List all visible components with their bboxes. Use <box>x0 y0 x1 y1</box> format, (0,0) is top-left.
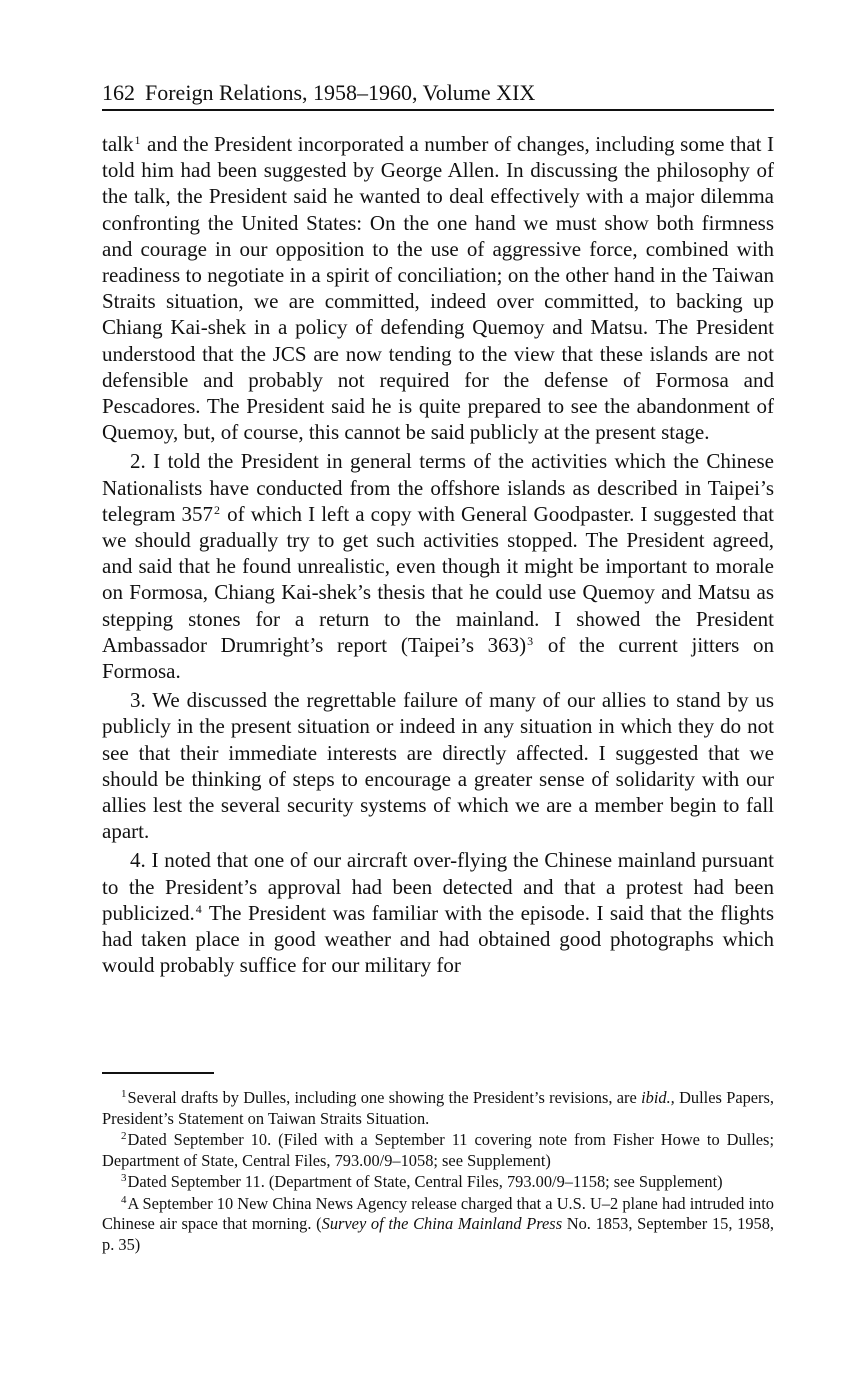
running-header <box>102 78 774 111</box>
footnote-3-text: Dated September 11. (Department of State, Central Files, 793.00/9–1158; see Supplement) <box>127 1172 723 1191</box>
footnote-ref-4: 4 <box>195 901 202 916</box>
paragraph-4-text-a: 4. I noted that one of our aircraft over-flying the Chinese mainland pursuant to the President’s approval had been detected and that a protest had been publicized. <box>102 848 774 925</box>
page-number: 162 <box>102 80 135 105</box>
paragraph-4-text-b: The President was familiar with the episode. I said that the flights had taken place in good weather and had obtained good photographs which would probably suffice for our military for <box>102 900 774 978</box>
footnote-4 <box>102 1194 774 1256</box>
paragraph-2-text-a: 2. I told the President in general terms of the activities which the Chinese Nationalists have conducted from the offshore islands as described in Taipei’s telegram 357 <box>102 449 774 526</box>
footnote-1 <box>102 1088 774 1129</box>
footnote-1-text-a: Several drafts by Dulles, including one showing the President’s revisions, are <box>127 1088 642 1107</box>
footnote-1-italic: ibid., <box>641 1088 675 1107</box>
footnote-3 <box>102 1172 774 1193</box>
footnote-ref-1: 1 <box>134 133 141 147</box>
paragraph-3 <box>102 687 774 844</box>
footnote-4-italic: Survey of the China Mainland Press <box>321 1214 563 1233</box>
footnote-4-text-a: A September 10 New China News Agency release charged that a U.S. U–2 plane had intruded into Chinese air space that morning. ( <box>102 1193 774 1233</box>
footnote-1-text-b: Dulles Papers, President’s Statement on Taiwan Straits Situation. <box>102 1088 774 1128</box>
footnote-mark-2: 2 <box>121 1130 127 1142</box>
footnote-divider <box>102 1072 214 1074</box>
paragraph-1-text-b: and the President incorporated a number of changes, including some that I told him had been suggested by George Allen. In discussing the philosophy of the talk, the President said he wanted to deal effectively with a major dilemma confronting the United States: On the one hand we must show both firmness and courage in our opposition to the use of aggressive force, combined with readiness to negotiate in a spirit of conciliation; on the other hand in the Taiwan Straits situation, we are committed, indeed over committed, to backing up Chiang Kai-shek in a policy of defending Quemoy and Matsu. The President understood that the JCS are now tending to the view that these islands are not defensible and probably not required for the defense of Formosa and Pescadores. The President said he is quite prepared to see the abandonment of Quemoy, but, of course, this cannot be said publicly at the present stage. <box>102 132 774 445</box>
paragraph-2 <box>102 448 774 684</box>
footnote-mark-3: 3 <box>121 1172 127 1184</box>
footnote-ref-2: 2 <box>214 502 221 517</box>
running-title: Foreign Relations, 1958–1960, Volume XIX <box>145 80 536 105</box>
footnotes <box>102 1088 774 1256</box>
footnote-2-text: Dated September 10. (Filed with a September 11 covering note from Fisher Howe to Dulles; Department of State, Central Files, 793.00/9–1058; see Supplement) <box>102 1130 774 1170</box>
paragraph-4 <box>102 847 774 978</box>
footnote-2 <box>102 1130 774 1171</box>
paragraph-1 <box>102 131 774 445</box>
paragraph-2-text-c: of the current jitters on Formosa. <box>102 632 775 684</box>
paragraph-2-text-b: of which I left a copy with General Goodpaster. I suggested that we should gradually try to get such activities stopped. The President agreed, and said that he found unrealistic, even though it might be important to morale on Formosa, Chiang Kai-shek’s thesis that he could use Quemoy and Matsu as stepping stones for a return to the mainland. I showed the President Ambassador Drumright’s report (Taipei’s 363) <box>102 501 774 657</box>
paragraph-1-text-a: talk <box>102 132 134 156</box>
footnote-mark-1: 1 <box>121 1088 127 1100</box>
footnote-ref-3: 3 <box>527 633 534 648</box>
paragraph-3-text: 3. We discussed the regrettable failure of many of our allies to stand by us publicly in the present situation or indeed in any situation in which they do not see that their immediate interests are directly affected. I suggested that we should be thinking of steps to encourage a greater sense of solidarity with our allies lest the several security systems of which we are a member begin to fall apart. <box>102 688 774 844</box>
footnote-4-text-b: No. 1853, September 15, 1958, p. 35) <box>102 1214 774 1254</box>
footnote-mark-4: 4 <box>121 1193 127 1206</box>
body-text <box>102 131 774 979</box>
